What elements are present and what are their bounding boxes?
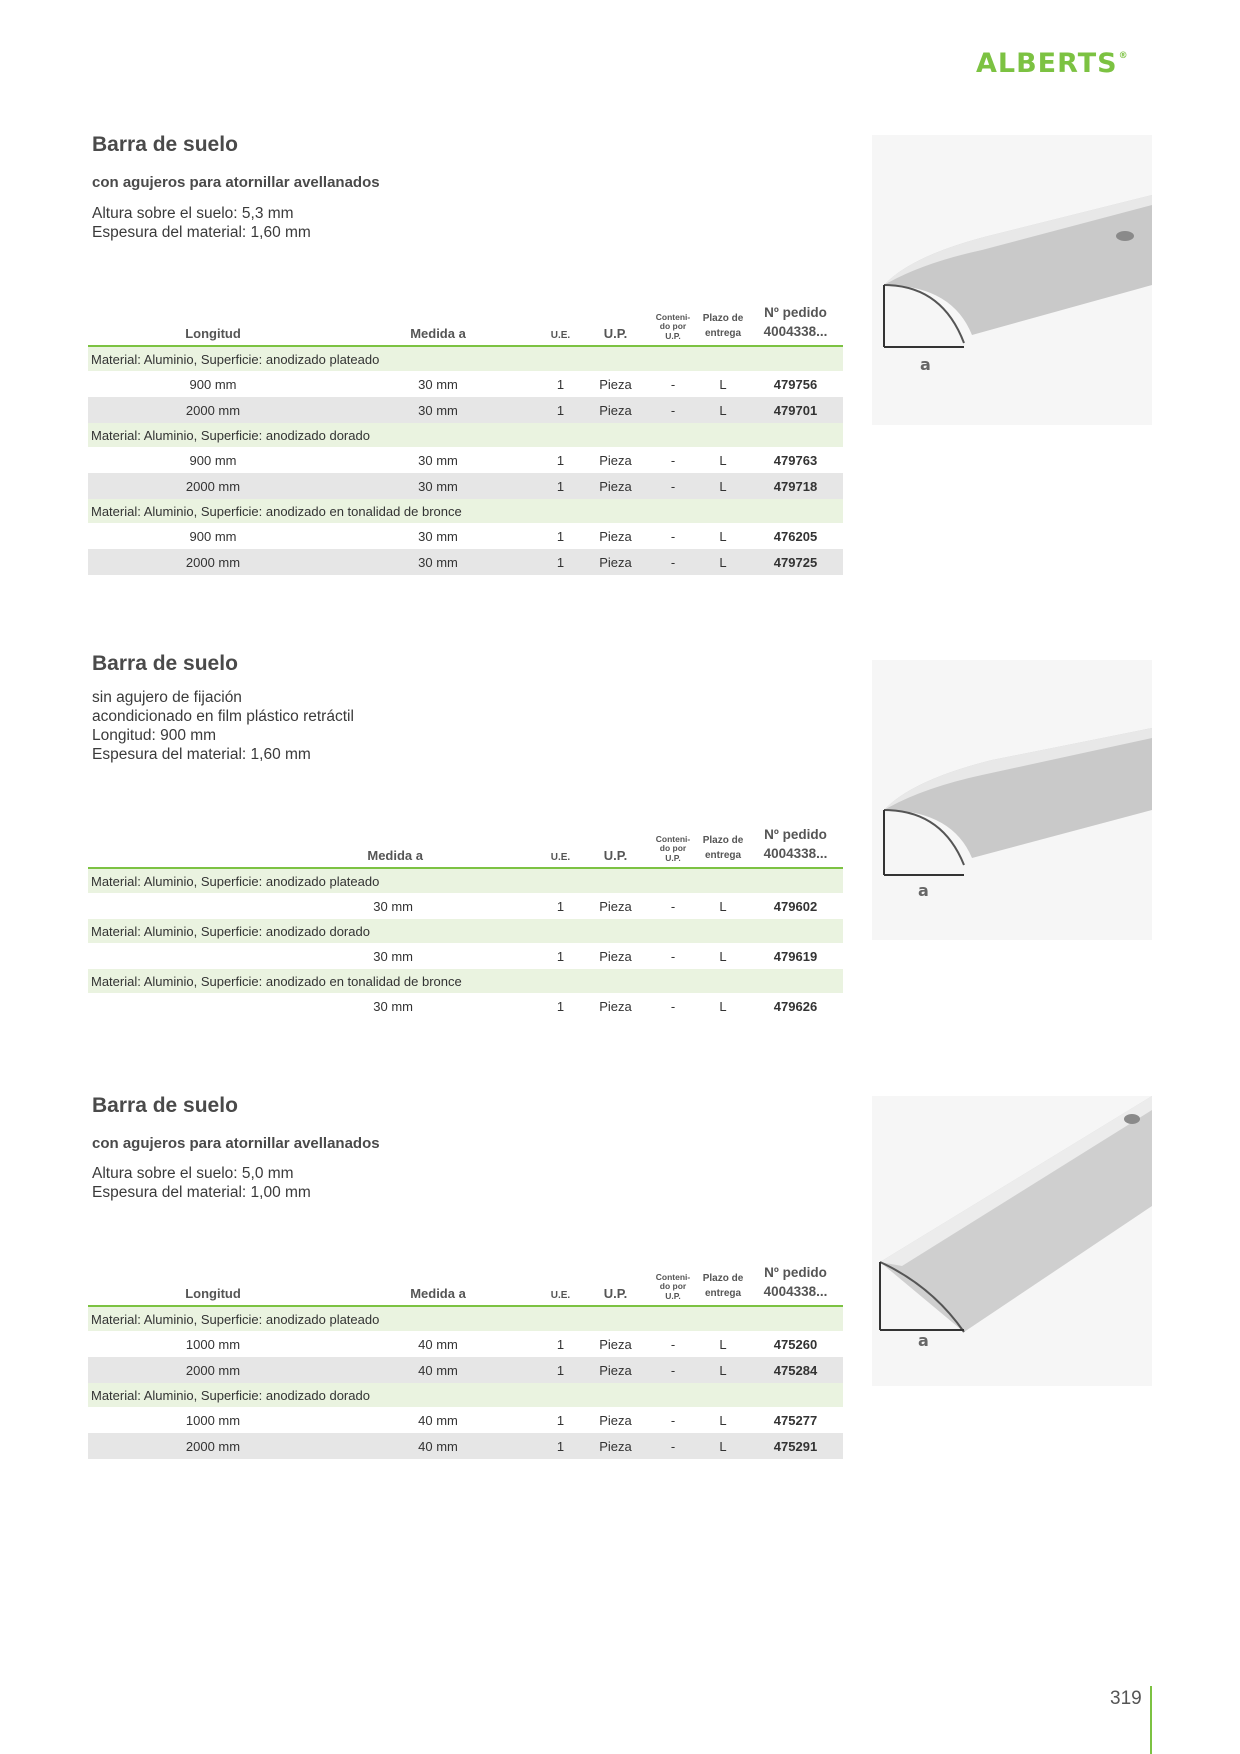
table-row: 30 mm 1 Pieza - L 479626 <box>373 998 818 1014</box>
col-up: U.P. <box>583 1263 648 1306</box>
dimension-label: a <box>920 355 931 374</box>
description-line: Espesura del material: 1,00 mm <box>92 1184 311 1201</box>
table-row: 1000 mm 40 mm 1 Pieza - L 475277 <box>185 1412 818 1428</box>
col-ue: U.E. <box>538 825 583 868</box>
col-pedido: Nº pedido 4004338... <box>748 1263 843 1306</box>
dimension-label: a <box>918 881 929 900</box>
col-medida: Medida a <box>88 825 538 868</box>
table-header-row <box>88 303 843 346</box>
product-title-2: Barra de suelo <box>92 652 238 675</box>
col-longitud: Longitud <box>88 1263 338 1306</box>
col-plazo: Plazo de entrega <box>698 303 748 346</box>
col-contenido: Conteni- do por U.P. <box>648 303 698 346</box>
table-row: 900 mm 30 mm 1 Pieza - L 479756 <box>189 376 818 392</box>
page-number-bar <box>1150 1686 1152 1754</box>
table-row: 30 mm 1 Pieza - L 479602 <box>373 898 818 914</box>
material-row: Material: Aluminio, Superficie: anodizado en tonalidad de bronce <box>88 499 843 523</box>
product-image-2 <box>872 660 1152 940</box>
col-contenido: Conteni- do por U.P. <box>648 825 698 868</box>
table-header-row <box>88 1263 843 1306</box>
material-row: Material: Aluminio, Superficie: anodizado plateado <box>88 868 843 893</box>
table-row: 900 mm 30 mm 1 Pieza - L 479763 <box>189 452 818 468</box>
material-row: Material: Aluminio, Superficie: anodizado dorado <box>88 919 843 943</box>
description-line: Altura sobre el suelo: 5,0 mm <box>92 1165 294 1182</box>
product-image-1 <box>872 135 1152 425</box>
table-row: 2000 mm 30 mm 1 Pieza - L 479725 <box>88 549 843 575</box>
product-image-3 <box>872 1096 1152 1386</box>
col-ue: U.E. <box>538 1263 583 1306</box>
description-line: Espesura del material: 1,60 mm <box>92 746 311 763</box>
col-pedido: Nº pedido 4004338... <box>748 303 843 346</box>
description-line: acondicionado en film plástico retráctil <box>92 708 354 725</box>
col-plazo: Plazo de entrega <box>698 1263 748 1306</box>
description-line: Altura sobre el suelo: 5,3 mm <box>92 205 294 222</box>
material-row: Material: Aluminio, Superficie: anodizado dorado <box>88 1383 843 1407</box>
table-row: 30 mm 1 Pieza - L 479619 <box>373 948 818 964</box>
product-title-3: Barra de suelo <box>92 1094 238 1117</box>
col-pedido: Nº pedido 4004338... <box>748 825 843 868</box>
material-row: Material: Aluminio, Superficie: anodizado plateado <box>88 1306 843 1331</box>
description-line: Longitud: 900 mm <box>92 727 217 744</box>
product-table-1 <box>88 303 843 575</box>
material-row: Material: Aluminio, Superficie: anodizado dorado <box>88 423 843 447</box>
col-ue: U.E. <box>538 303 583 346</box>
product-subtitle-3: con agujeros para atornillar avellanados <box>92 1135 380 1152</box>
table-row: 1000 mm 40 mm 1 Pieza - L 475260 <box>185 1336 818 1352</box>
product-description-1 <box>92 204 311 242</box>
description-line: Espesura del material: 1,60 mm <box>92 224 311 241</box>
product-table-3 <box>88 1263 843 1459</box>
product-description-2 <box>92 688 354 764</box>
brand-logo: ALBERTS® <box>976 48 1129 79</box>
product-description-3 <box>92 1164 311 1202</box>
col-up: U.P. <box>583 303 648 346</box>
col-medida: Medida a <box>338 303 538 346</box>
table-row: 2000 mm 40 mm 1 Pieza - L 475284 <box>88 1357 843 1383</box>
material-row: Material: Aluminio, Superficie: anodizado plateado <box>88 346 843 371</box>
col-longitud: Longitud <box>88 303 338 346</box>
col-up: U.P. <box>583 825 648 868</box>
page-number: 319 <box>1110 1688 1142 1709</box>
col-medida: Medida a <box>338 1263 538 1306</box>
col-contenido: Conteni- do por U.P. <box>648 1263 698 1306</box>
table-row: 2000 mm 30 mm 1 Pieza - L 479701 <box>88 397 843 423</box>
product-table-2 <box>88 825 843 1019</box>
material-row: Material: Aluminio, Superficie: anodizado en tonalidad de bronce <box>88 969 843 993</box>
product-subtitle-1: con agujeros para atornillar avellanados <box>92 174 380 191</box>
col-plazo: Plazo de entrega <box>698 825 748 868</box>
product-title-1: Barra de suelo <box>92 133 238 156</box>
table-row: 2000 mm 30 mm 1 Pieza - L 479718 <box>88 473 843 499</box>
table-header-row <box>88 825 843 868</box>
description-line: sin agujero de fijación <box>92 689 242 706</box>
table-row: 2000 mm 40 mm 1 Pieza - L 475291 <box>88 1433 843 1459</box>
table-row: 900 mm 30 mm 1 Pieza - L 476205 <box>189 528 818 544</box>
dimension-label: a <box>918 1331 929 1350</box>
